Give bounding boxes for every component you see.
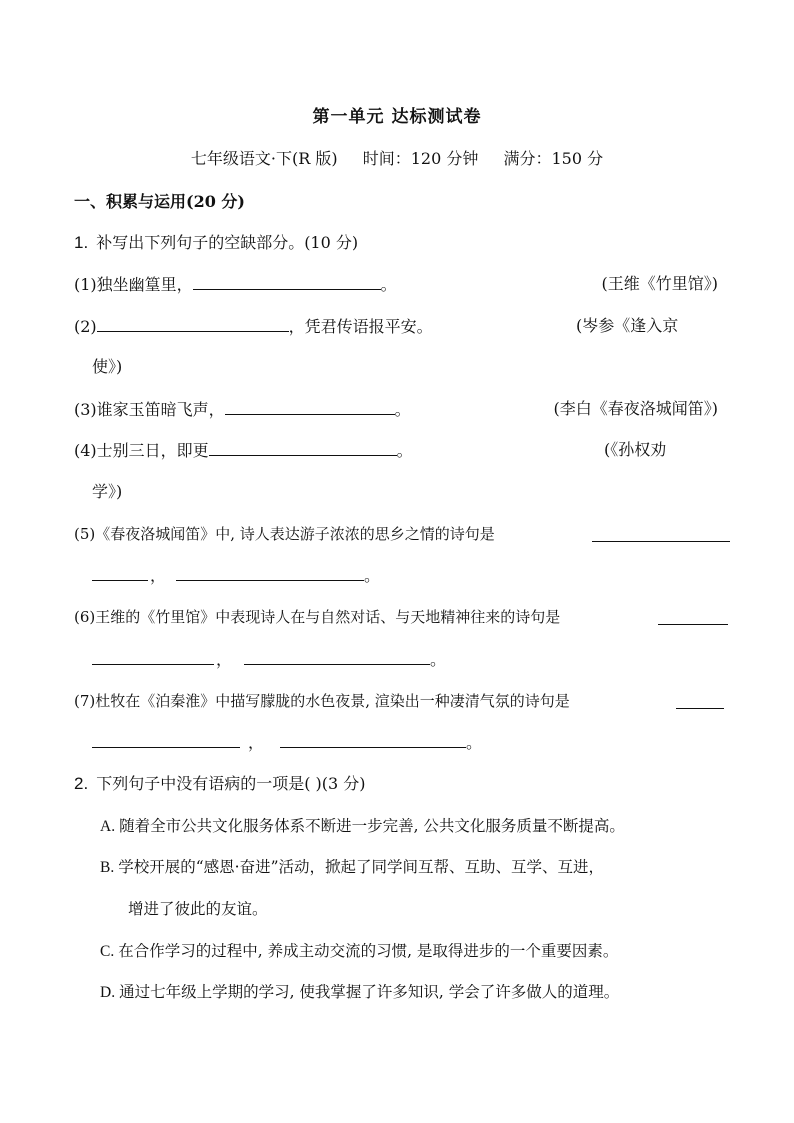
question-text: 补写出下列句子的空缺部分。(10 分): [96, 233, 359, 252]
q1-item-3: [74, 398, 411, 421]
q1-item-7-line2: [92, 731, 482, 754]
answer-blank[interactable]: [209, 439, 397, 456]
item-text: (3)谁家玉笛暗飞声，: [74, 400, 225, 419]
item-text: 。: [364, 566, 381, 585]
q1-item-6-line2: [92, 648, 446, 671]
item-text: ，: [248, 733, 265, 752]
option-d[interactable]: [100, 981, 619, 1004]
page-title: 第一单元 达标测试卷: [312, 107, 482, 127]
option-text: 学校开展的“感恩·奋进”活动，掀起了同学间互帮、互助、互学、互进，: [118, 858, 604, 876]
question-number: 1.: [74, 233, 89, 252]
item-text: (5)《春夜洛城闻笛》中, 诗人表达游子浓浓的思乡之情的诗句是: [74, 525, 495, 543]
answer-blank[interactable]: [592, 525, 730, 542]
question-1-stem: [74, 232, 358, 254]
answer-blank[interactable]: [193, 273, 381, 290]
item-text: ，凭君传语报平安。: [288, 317, 433, 336]
poem-source: (李白《春夜洛城闻笛》): [553, 399, 718, 418]
option-text: 随着全市公共文化服务体系不断进一步完善, 公共文化服务质量不断提高。: [119, 817, 625, 835]
option-text: 通过七年级上学期的学习, 使我掌握了许多知识, 学会了许多做人的道理。: [119, 983, 620, 1001]
item-text: 。: [394, 400, 411, 419]
q1-item-5-line2: [92, 564, 380, 587]
time-label: 时间：120 分钟: [362, 149, 479, 168]
q1-item-7: [74, 690, 570, 712]
q1-item-6: [74, 606, 560, 628]
answer-blank[interactable]: [92, 648, 214, 665]
q1-item-5: [74, 523, 495, 545]
score-label: 满分：150 分: [503, 149, 604, 168]
option-b[interactable]: [100, 856, 604, 879]
item-text: 。: [466, 733, 483, 752]
answer-blank[interactable]: [92, 731, 240, 748]
exam-subtitle: [0, 148, 794, 170]
item-text: ，: [150, 566, 167, 585]
option-b-continued: 增进了彼此的友谊。: [128, 900, 268, 918]
item-text: 。: [430, 650, 447, 669]
option-label: A.: [100, 818, 116, 835]
answer-blank[interactable]: [176, 564, 364, 581]
option-label: C.: [100, 943, 115, 960]
item-text: 。: [396, 441, 413, 460]
item-text: 。: [380, 275, 397, 294]
item-text: (1)独坐幽篁里，: [74, 275, 193, 294]
answer-blank[interactable]: [658, 608, 728, 625]
answer-blank[interactable]: [97, 315, 289, 332]
poem-source-continued: 使》): [92, 357, 123, 376]
item-text: (7)杜牧在《泊秦淮》中描写朦胧的水色夜景, 渲染出一种凄清气氛的诗句是: [74, 692, 570, 710]
question-2-stem: [74, 773, 366, 795]
answer-blank[interactable]: [676, 692, 724, 709]
grade-label: 七年级语文·下(R 版): [190, 149, 338, 168]
question-text: 下列句子中没有语病的一项是( )(3 分): [96, 774, 366, 793]
answer-blank[interactable]: [225, 398, 395, 415]
q1-item-2: [74, 315, 433, 338]
answer-blank[interactable]: [92, 564, 148, 581]
poem-source: (《孙权劝: [604, 440, 667, 459]
option-c[interactable]: [100, 940, 618, 963]
poem-source-continued: 学》): [92, 482, 123, 501]
option-text: 在合作学习的过程中, 养成主动交流的习惯, 是取得进步的一个重要因素。: [118, 942, 619, 960]
q1-item-1: [74, 273, 397, 296]
answer-blank[interactable]: [244, 648, 430, 665]
option-a[interactable]: [100, 815, 625, 838]
option-label: B.: [100, 859, 115, 876]
poem-source: (岑参《逢入京: [576, 316, 679, 335]
question-number: 2.: [74, 774, 89, 793]
poem-source: (王维《竹里馆》): [601, 274, 718, 293]
item-text: (4)士别三日，即更: [74, 441, 209, 460]
section-heading: 一、积累与运用(20 分): [74, 192, 245, 211]
answer-blank[interactable]: [280, 731, 466, 748]
q1-item-4: [74, 439, 413, 462]
item-text: ，: [216, 650, 233, 669]
item-text: (6)王维的《竹里馆》中表现诗人在与自然对话、与天地精神往来的诗句是: [74, 608, 561, 626]
option-label: D.: [100, 984, 116, 1001]
item-text: (2): [74, 317, 97, 336]
